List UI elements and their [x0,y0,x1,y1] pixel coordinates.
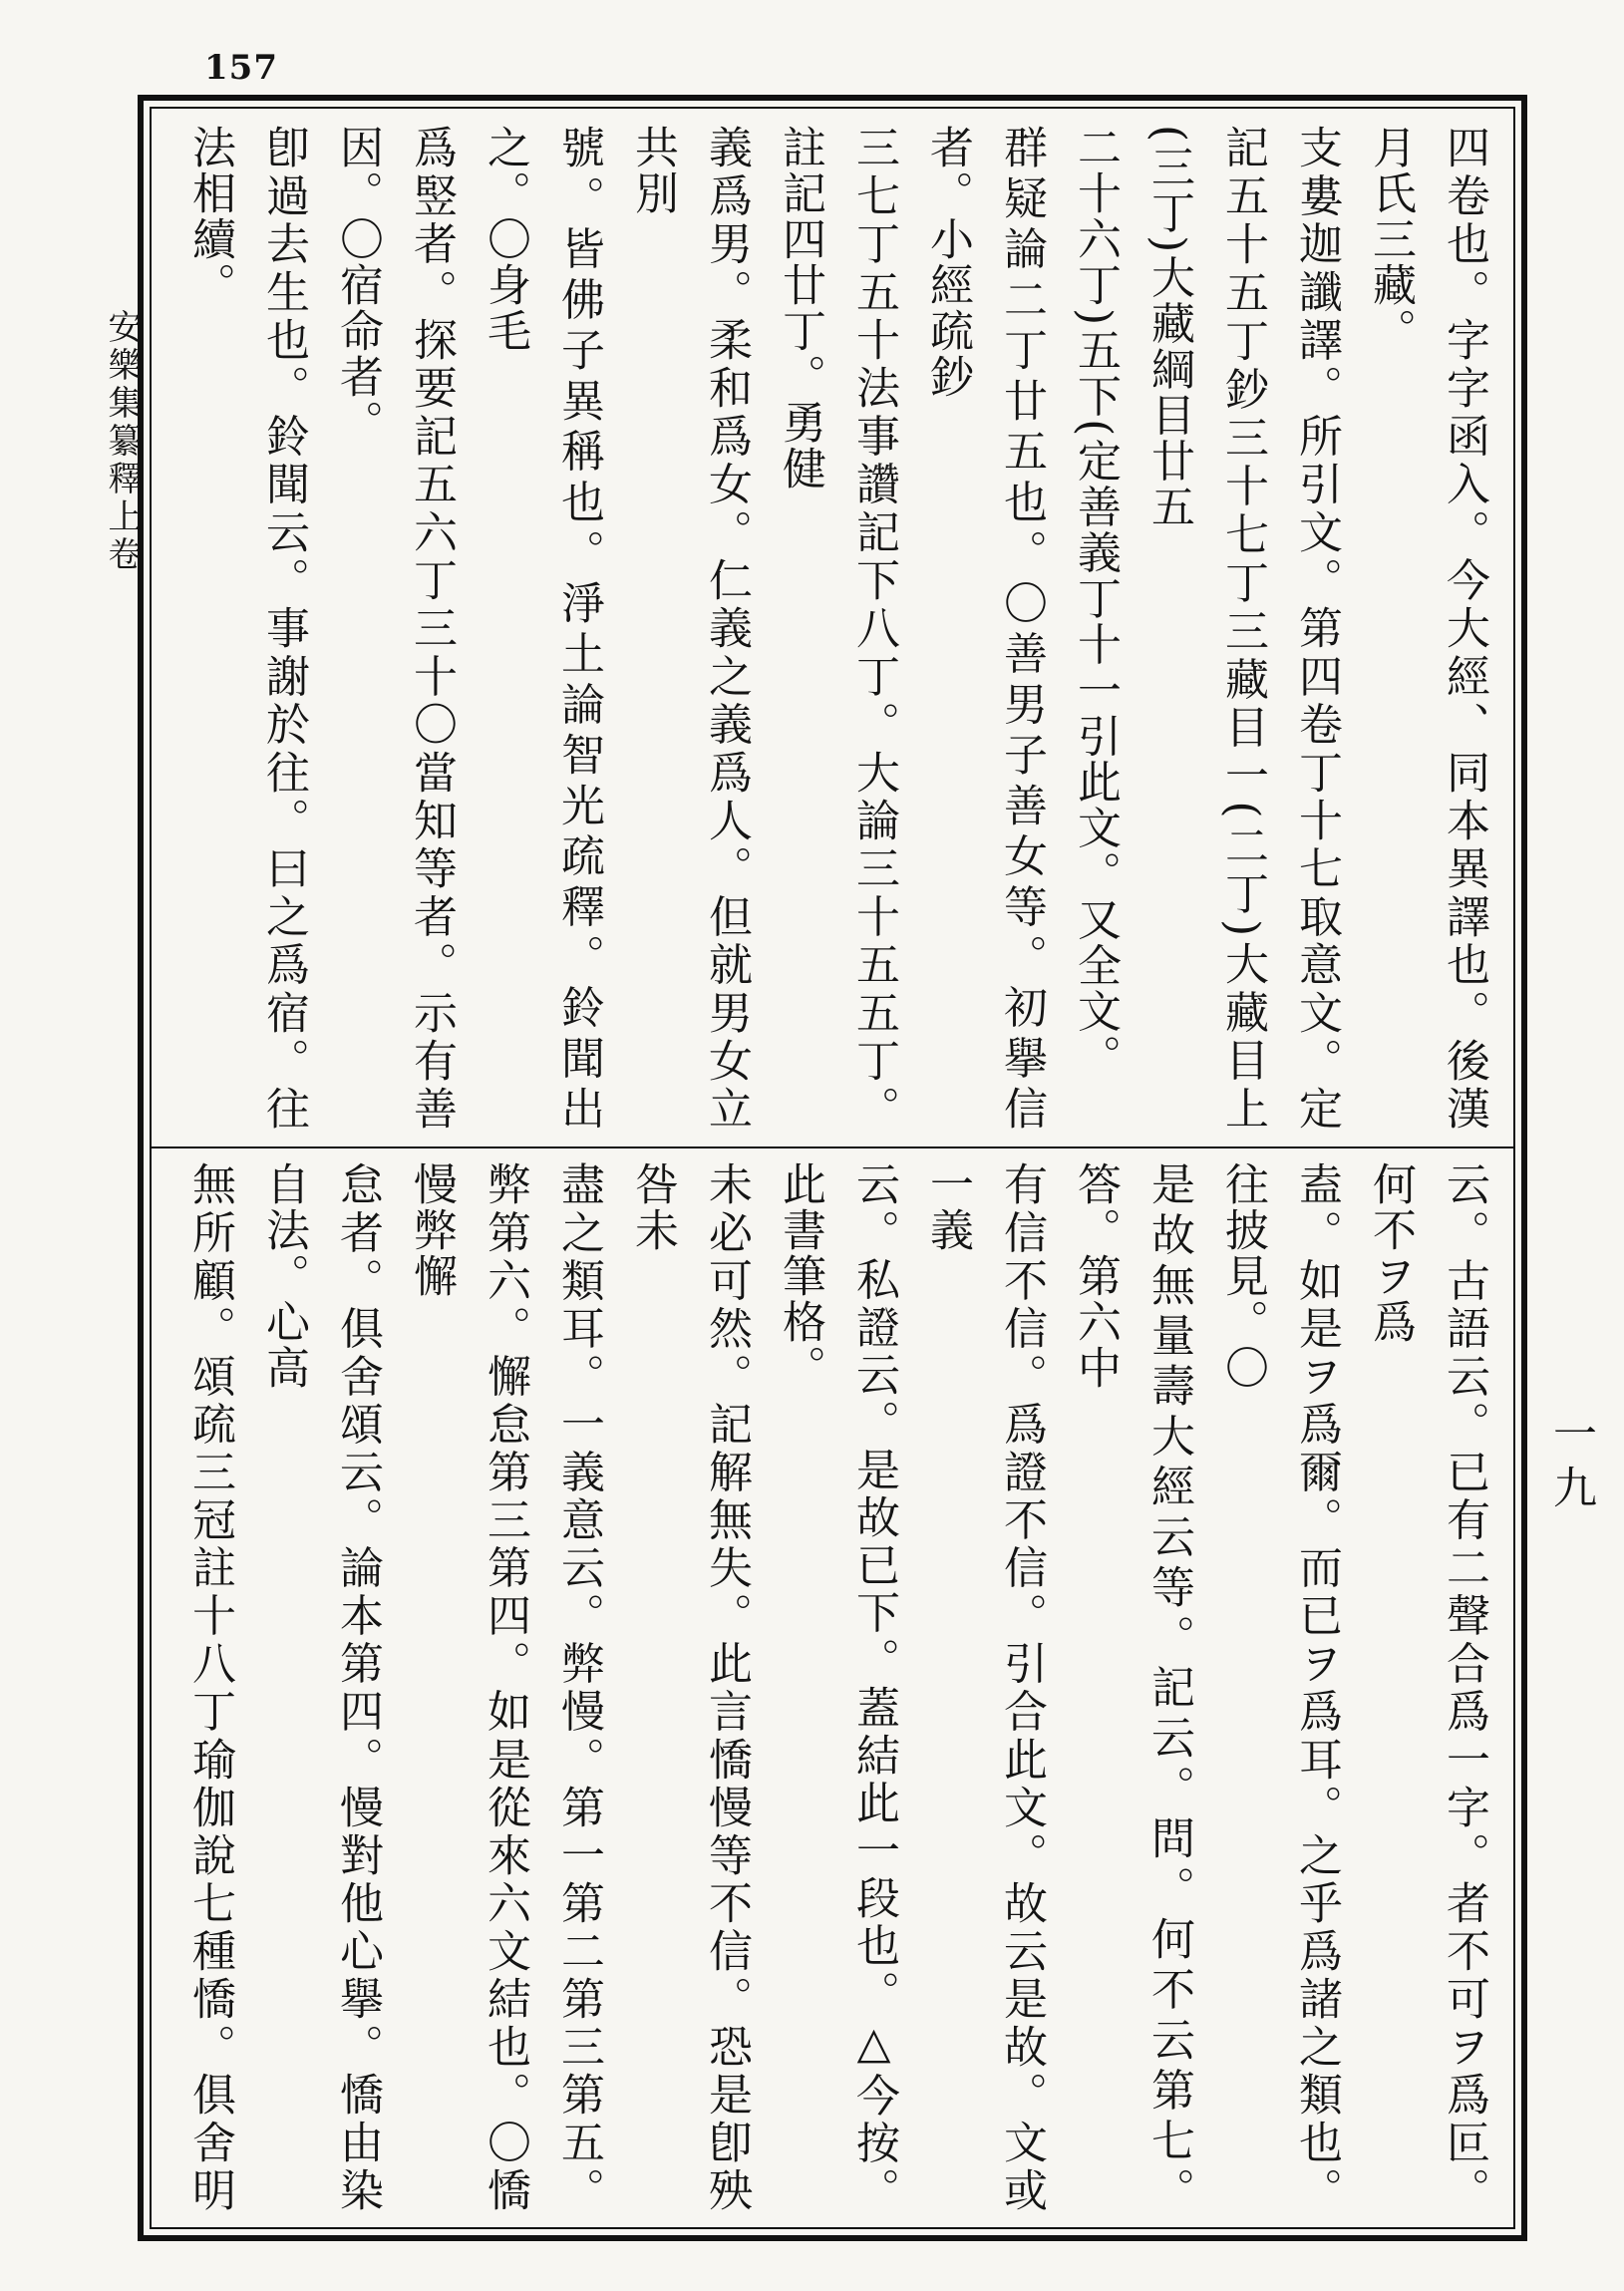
text-column: 云。古語云。已有二聲合爲一字。者不可ヲ爲叵。何不ヲ爲 [1365,1161,1489,2213]
text-column: 是故無量壽大經云等。記云。問。何不云第七。答。第六中 [1070,1161,1194,2213]
text-column: 無所顧。頌疏三冠註十八丁瑜伽說七種憍。俱舍明 [184,1161,235,2213]
text-column: 義爲男。柔和爲女。仁義之義爲人。但就男女立共別 [627,125,752,1132]
text-column [164,125,172,1132]
text-column: 三七丁五十法事讚記下八丁。大論三十五五丁。註記四廿丁。勇健 [775,125,899,1132]
folio-number: 一九 [1545,1411,1596,1518]
section-divider [150,1146,1515,1148]
upper-text-block [164,125,1500,1132]
lower-text-block [164,1161,1500,2213]
text-column: 盍。如是ヲ爲爾。而已ヲ爲耳。之乎爲諸之類也。往披見。〇 [1217,1161,1342,2213]
text-column: 號。皆佛子異稱也。淨土論智光疏釋。鈴聞出之。〇身毛 [480,125,604,1132]
text-column: 未必可然。記解無失。此言憍慢等不信。恐是卽殃咎未 [627,1161,752,2213]
running-title: 安樂集纂釋上卷 [102,309,142,574]
text-column: 卽過去生也。鈴聞云。事謝於往。曰之爲宿。往法相續。 [184,125,309,1132]
text-column: 支婁迦讖譯。所引文。第四卷丁十七取意文。定記五十五丁鈔三十七丁三藏目一(二丁)大藏目上(三丁)大藏綱目廿五 [1143,125,1342,1132]
text-column: 有信不信。爲證不信。引合此文。故云是故。文或一義 [922,1161,1047,2213]
text-column: 二十六丁)五下(定善義丁十一引此文。又全文。 [1070,125,1121,1081]
text-column: 云。私證云。是故已下。蓋結此一段也。△今按。此書筆格。 [775,1161,899,2213]
text-column: 四卷也。字字函入。今大經、同本異譯也。後漢月氏三藏。 [1365,125,1489,1132]
text-column: 爲竪者。探要記五六丁三十〇當知等者。示有善因。〇宿命者。 [332,125,457,1132]
text-column: 盡之類耳。一義意云。弊慢。第一第二第三第五。弊第六。懈怠第三第四。如是從來六文結也。〇憍慢弊懈 [406,1161,604,2213]
page-number: 157 [204,48,278,88]
text-column: 怠者。俱舍頌云。論本第四。慢對他心擧。憍由染自法。心高 [258,1161,383,2213]
text-column: 群疑論二丁廿五也。〇善男子善女等。初擧信者。小經疏鈔 [922,125,1047,1132]
